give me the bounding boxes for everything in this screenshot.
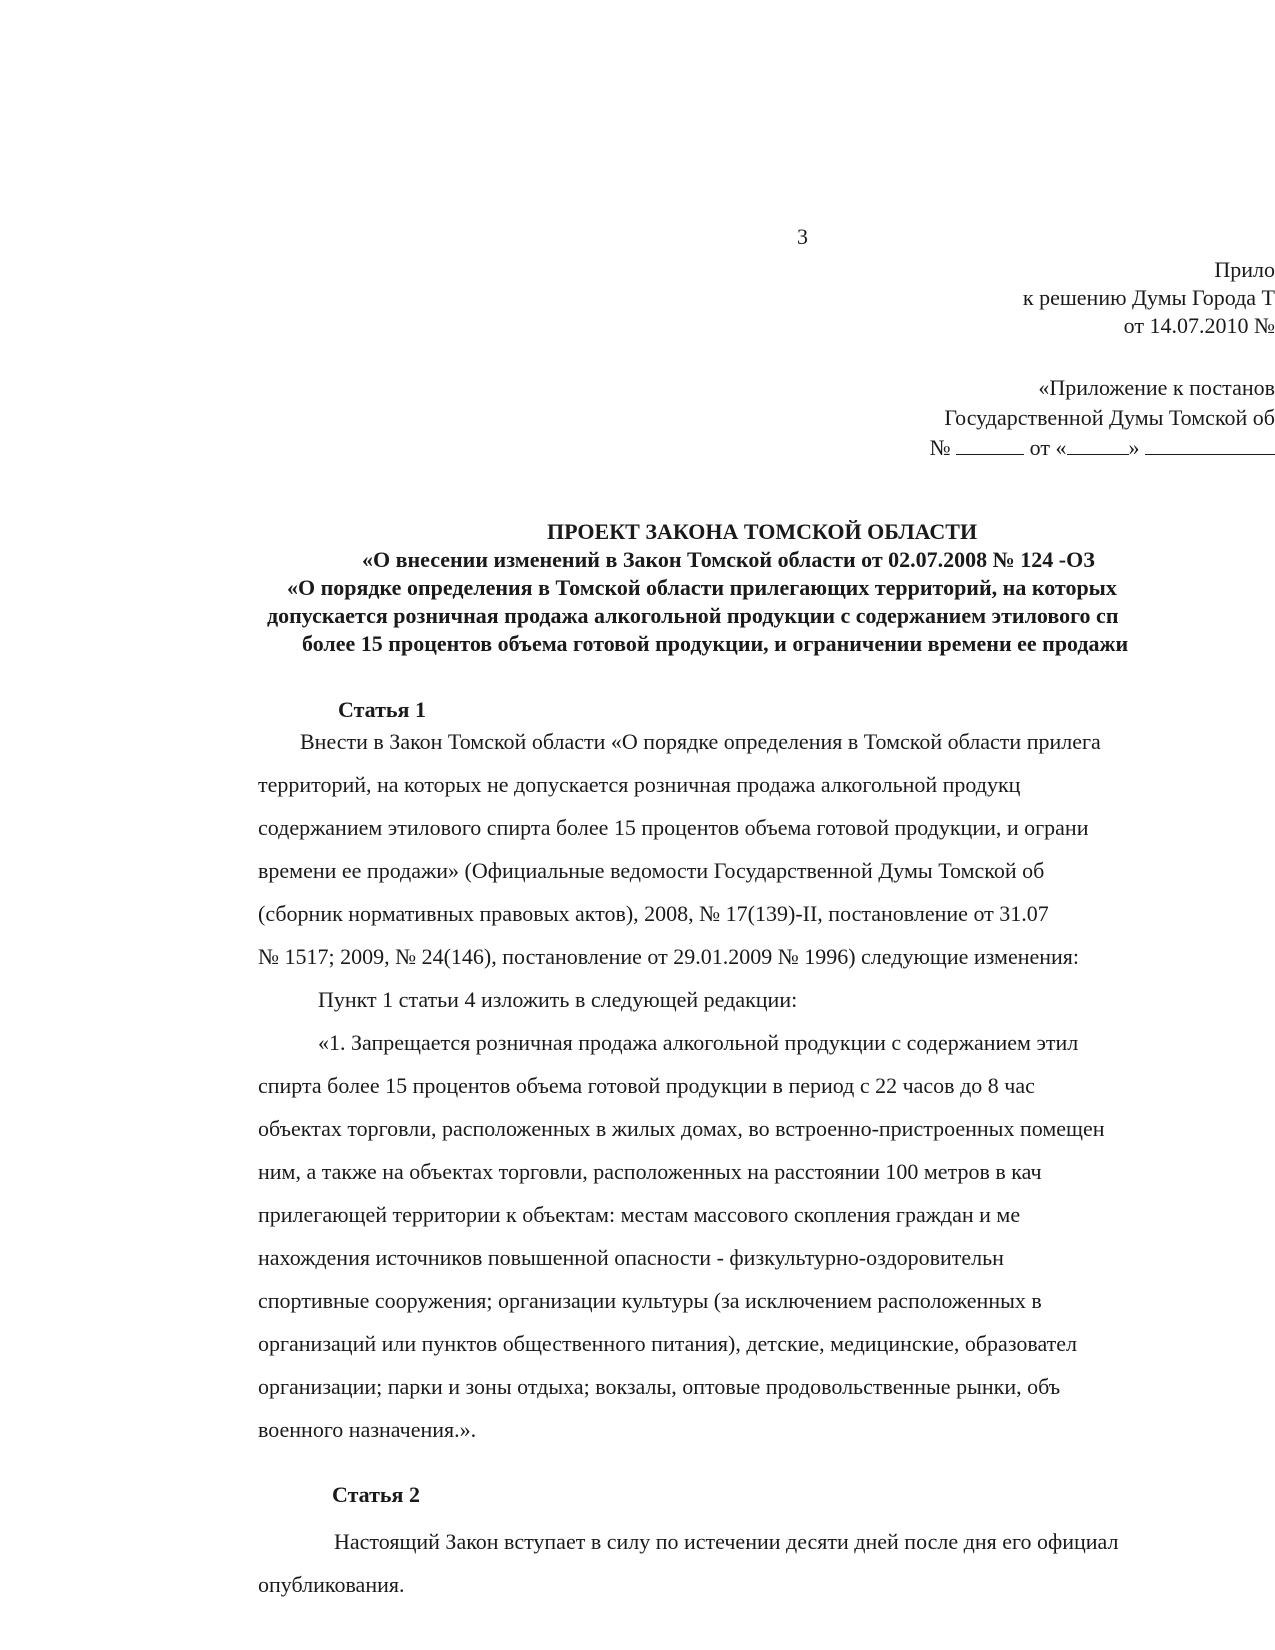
date-close-quote: »: [1128, 435, 1140, 460]
number-sign: №: [929, 435, 951, 460]
point-line: организации; парки и зоны отдыха; вокзалы, оптовые продовольственные рынки, объ: [258, 1374, 1061, 1399]
point-intro: Пункт 1 статьи 4 изложить в следующей редакции:: [318, 987, 798, 1012]
appendix-decision: к решению Думы Города Т: [1022, 285, 1275, 310]
title-line-4: допускается розничная продажа алкогольной продукции с содержанием этилового сп: [267, 603, 1119, 628]
point-line: спирта более 15 процентов объема готовой продукции в период с 22 часов до 8 час: [258, 1073, 1035, 1098]
resolution-duma: Государственной Думы Томской об: [944, 405, 1275, 430]
title-line-2: «О внесении изменений в Закон Томской области от 02.07.2008 № 124 -ОЗ: [362, 547, 1095, 572]
day-blank: [1067, 436, 1129, 455]
month-blank: [1145, 436, 1275, 455]
point-line: организаций или пунктов общественного питания), детские, медицинские, образовател: [258, 1331, 1078, 1356]
page-number: 3: [797, 224, 808, 249]
point-line: «1. Запрещается розничная продажа алкогольной продукции с содержанием этил: [318, 1030, 1079, 1055]
article-2-line: Настоящий Закон вступает в силу по истечении десяти дней после дня его официал: [334, 1529, 1119, 1554]
article-1-heading: Статья 1: [338, 697, 426, 722]
article-1-body: [258, 720, 1275, 1451]
title-line-3: «О порядке определения в Томской области прилегающих территорий, на которых: [287, 575, 1117, 600]
appendix-label: Прило: [1214, 257, 1275, 282]
title-line-5: более 15 процентов объема готовой продукции, и ограничении времени ее продажи: [302, 631, 1129, 656]
article-1-line: территорий, на которых не допускается розничная продажа алкогольной продукц: [258, 772, 1021, 797]
article-2-line: опубликования.: [258, 1572, 405, 1597]
appendix-date: от 14.07.2010 №: [1123, 313, 1275, 338]
point-line: нахождения источников повышенной опасности - физкультурно-оздоровительн: [258, 1245, 1004, 1270]
title-line-1: ПРОЕКТ ЗАКОНА ТОМСКОЙ ОБЛАСТИ: [547, 519, 978, 544]
article-1-line: содержанием этилового спирта более 15 процентов объема готовой продукции, и ограни: [258, 815, 1089, 840]
point-line: ним, а также на объектах торговли, расположенных на расстоянии 100 метров в кач: [258, 1159, 1042, 1184]
point-line: спортивные сооружения; организации культуры (за исключением расположенных в: [258, 1288, 1042, 1313]
appendix-header: [1023, 256, 1275, 340]
article-1-line: Внести в Закон Томской области «О порядке определения в Томской области прилега: [300, 729, 1101, 754]
article-1-line: (сборник нормативных правовых актов), 2008, № 17(139)-II, постановление от 31.07: [258, 901, 1049, 926]
point-line: объектах торговли, расположенных в жилых домах, во встроенно-пристроенных помещен: [258, 1116, 1105, 1141]
resolution-header: [930, 373, 1275, 463]
resolution-number-line: [930, 433, 1275, 463]
number-blank: [956, 436, 1024, 455]
point-line: прилегающей территории к объектам: местам массового скопления граждан и ме: [258, 1202, 1021, 1227]
law-title: [240, 518, 1275, 658]
article-1-line: времени ее продажи» (Официальные ведомости Государственной Думы Томской об: [258, 858, 1045, 883]
date-from-label: от «: [1029, 435, 1067, 460]
article-2-body: [258, 1520, 1275, 1606]
resolution-label: «Приложение к постанов: [1038, 375, 1275, 400]
article-1-line: № 1517; 2009, № 24(146), постановление от 29.01.2009 № 1996) следующие изменения:: [258, 944, 1080, 969]
point-line: военного назначения.».: [258, 1417, 477, 1442]
article-2-heading: Статья 2: [332, 1482, 420, 1507]
